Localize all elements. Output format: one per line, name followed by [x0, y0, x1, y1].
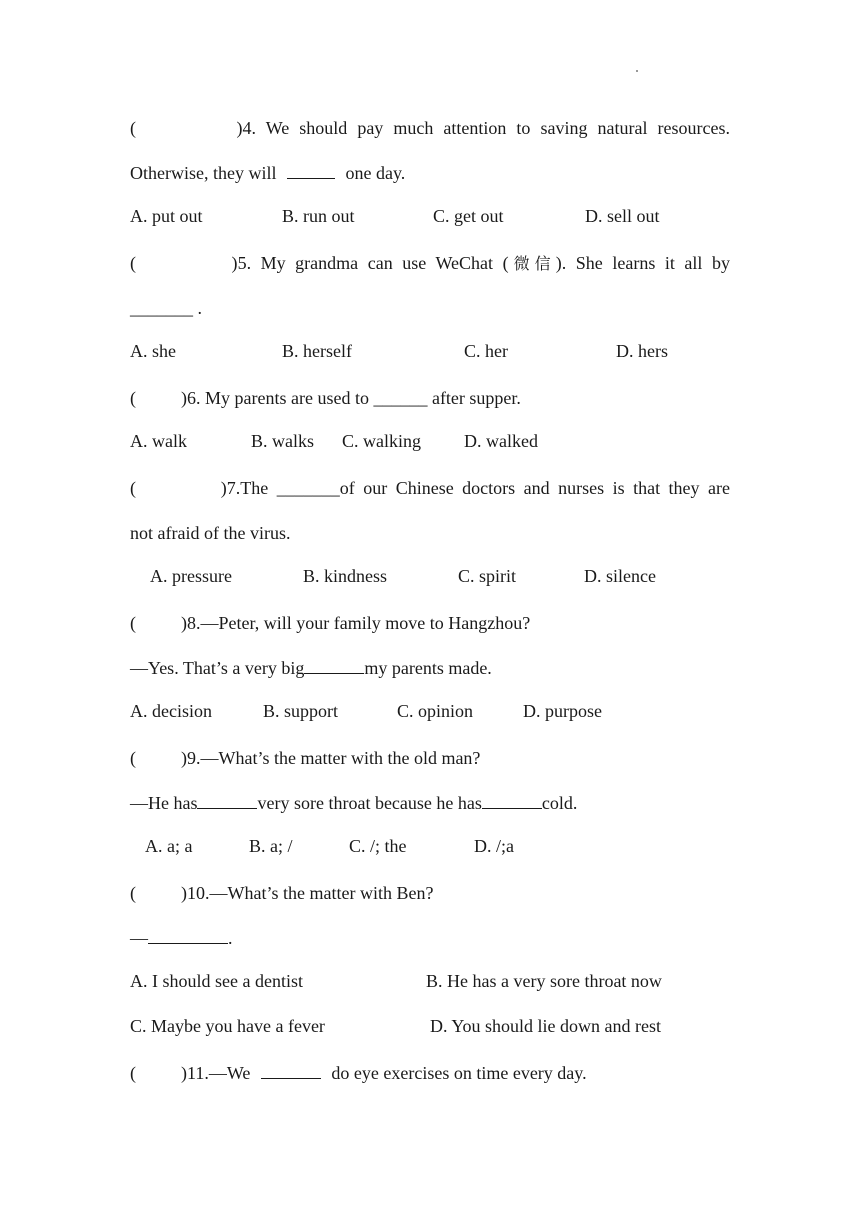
question-stem: The _______of our Chinese doctors and nurses is that they are	[240, 478, 730, 498]
question-10-line-2	[130, 926, 730, 950]
question-stem: Otherwise, they will	[130, 163, 277, 183]
option-b: B. herself	[282, 341, 352, 361]
question-dot: .	[196, 613, 201, 633]
option-c: C. her	[464, 341, 508, 361]
question-number: 4	[242, 118, 252, 138]
question-stem: —What’s the matter with Ben?	[209, 883, 434, 903]
question-10	[130, 881, 730, 905]
question-stem: my parents made.	[364, 658, 492, 678]
question-number: 7	[226, 478, 236, 498]
question-dot: .	[204, 1063, 209, 1083]
question-11	[130, 1061, 730, 1085]
option-d: D. /;a	[474, 836, 514, 856]
option-a: A. walk	[130, 431, 187, 451]
question-stem: ). She learns it all by	[555, 253, 730, 273]
answer-bracket: ( )	[130, 118, 243, 138]
question-stem: cold.	[541, 793, 578, 813]
page-dot	[636, 70, 638, 72]
question-stem: My grandma can use WeChat (	[260, 253, 509, 273]
answer-blank	[197, 792, 257, 809]
question-4	[130, 116, 730, 140]
question-number: 5	[237, 253, 247, 273]
answer-blank	[304, 657, 364, 674]
question-stem: —He has	[130, 793, 198, 813]
question-stem: one day.	[345, 163, 406, 183]
question-dot: .	[196, 388, 201, 408]
question-8	[130, 611, 730, 635]
option-c: C. /; the	[349, 836, 407, 856]
question-7-line-2	[130, 521, 730, 545]
answer-bracket: ( )	[130, 883, 187, 903]
question-stem: very sore throat because he has	[257, 793, 482, 813]
option-b: B. a; /	[249, 836, 293, 856]
question-number: 11	[187, 1063, 205, 1083]
question-9-line-2	[130, 791, 730, 815]
option-c: C. get out	[433, 206, 504, 226]
option-c: C. walking	[342, 431, 421, 451]
question-dot: .	[235, 478, 241, 498]
answer-bracket: ( )	[130, 613, 187, 633]
option-d: D. silence	[584, 566, 656, 586]
question-stem: My parents are used to ______ after supper.	[205, 388, 521, 408]
option-b: B. kindness	[303, 566, 388, 586]
question-dot: .	[246, 253, 252, 273]
question-number: 9	[187, 748, 196, 768]
option-d: D. purpose	[523, 701, 602, 721]
option-a: A. put out	[130, 206, 203, 226]
option-b: B. support	[263, 701, 339, 721]
question-number: 10	[187, 883, 205, 903]
question-7	[130, 476, 730, 500]
question-stem: —Yes. That’s a very big	[130, 658, 305, 678]
answer-blank	[482, 792, 542, 809]
question-number: 8	[187, 613, 196, 633]
option-a: A. decision	[130, 701, 212, 721]
question-stem: not afraid of the virus.	[130, 523, 291, 543]
option-c: C. Maybe you have a fever	[130, 1016, 325, 1036]
option-a: A. a; a	[145, 836, 193, 856]
question-5-line-2	[130, 296, 730, 320]
question-stem: —	[130, 928, 148, 948]
question-stem-cjk: 微信	[508, 254, 556, 273]
question-stem: do eye exercises on time every day.	[331, 1063, 587, 1083]
answer-blank	[261, 1062, 321, 1079]
question-stem: —We	[208, 1063, 251, 1083]
option-b: B. He has a very sore throat now	[426, 971, 662, 991]
answer-blank	[148, 927, 228, 944]
answer-bracket: ( )	[130, 478, 227, 498]
question-stem: _______ .	[130, 298, 202, 318]
answer-bracket: ( )	[130, 748, 187, 768]
answer-blank	[287, 162, 335, 179]
question-9	[130, 746, 730, 770]
question-stem: —What’s the matter with the old man?	[200, 748, 481, 768]
option-c: C. opinion	[397, 701, 474, 721]
option-b: B. run out	[282, 206, 355, 226]
option-c: C. spirit	[458, 566, 517, 586]
option-d: D. sell out	[585, 206, 660, 226]
question-stem: —Peter, will your family move to Hangzhou?	[200, 613, 531, 633]
question-dot: .	[251, 118, 256, 138]
question-number: 6	[187, 388, 196, 408]
question-6	[130, 386, 730, 410]
option-a: A. I should see a dentist	[130, 971, 303, 991]
question-5	[130, 251, 730, 276]
option-d: D. hers	[616, 341, 668, 361]
question-4-line-2	[130, 161, 730, 185]
question-dot: .	[205, 883, 210, 903]
answer-bracket: ( )	[130, 1063, 187, 1083]
answer-bracket: ( )	[130, 253, 238, 273]
question-8-line-2	[130, 656, 730, 680]
question-stem: .	[228, 928, 233, 948]
question-dot: .	[196, 748, 201, 768]
option-d: D. walked	[464, 431, 538, 451]
option-a: A. pressure	[150, 566, 232, 586]
option-a: A. she	[130, 341, 176, 361]
option-d: D. You should lie down and rest	[430, 1016, 662, 1036]
answer-bracket: ( )	[130, 388, 187, 408]
question-stem: We should pay much attention to saving natural resources.	[265, 118, 730, 138]
option-b: B. walks	[251, 431, 314, 451]
